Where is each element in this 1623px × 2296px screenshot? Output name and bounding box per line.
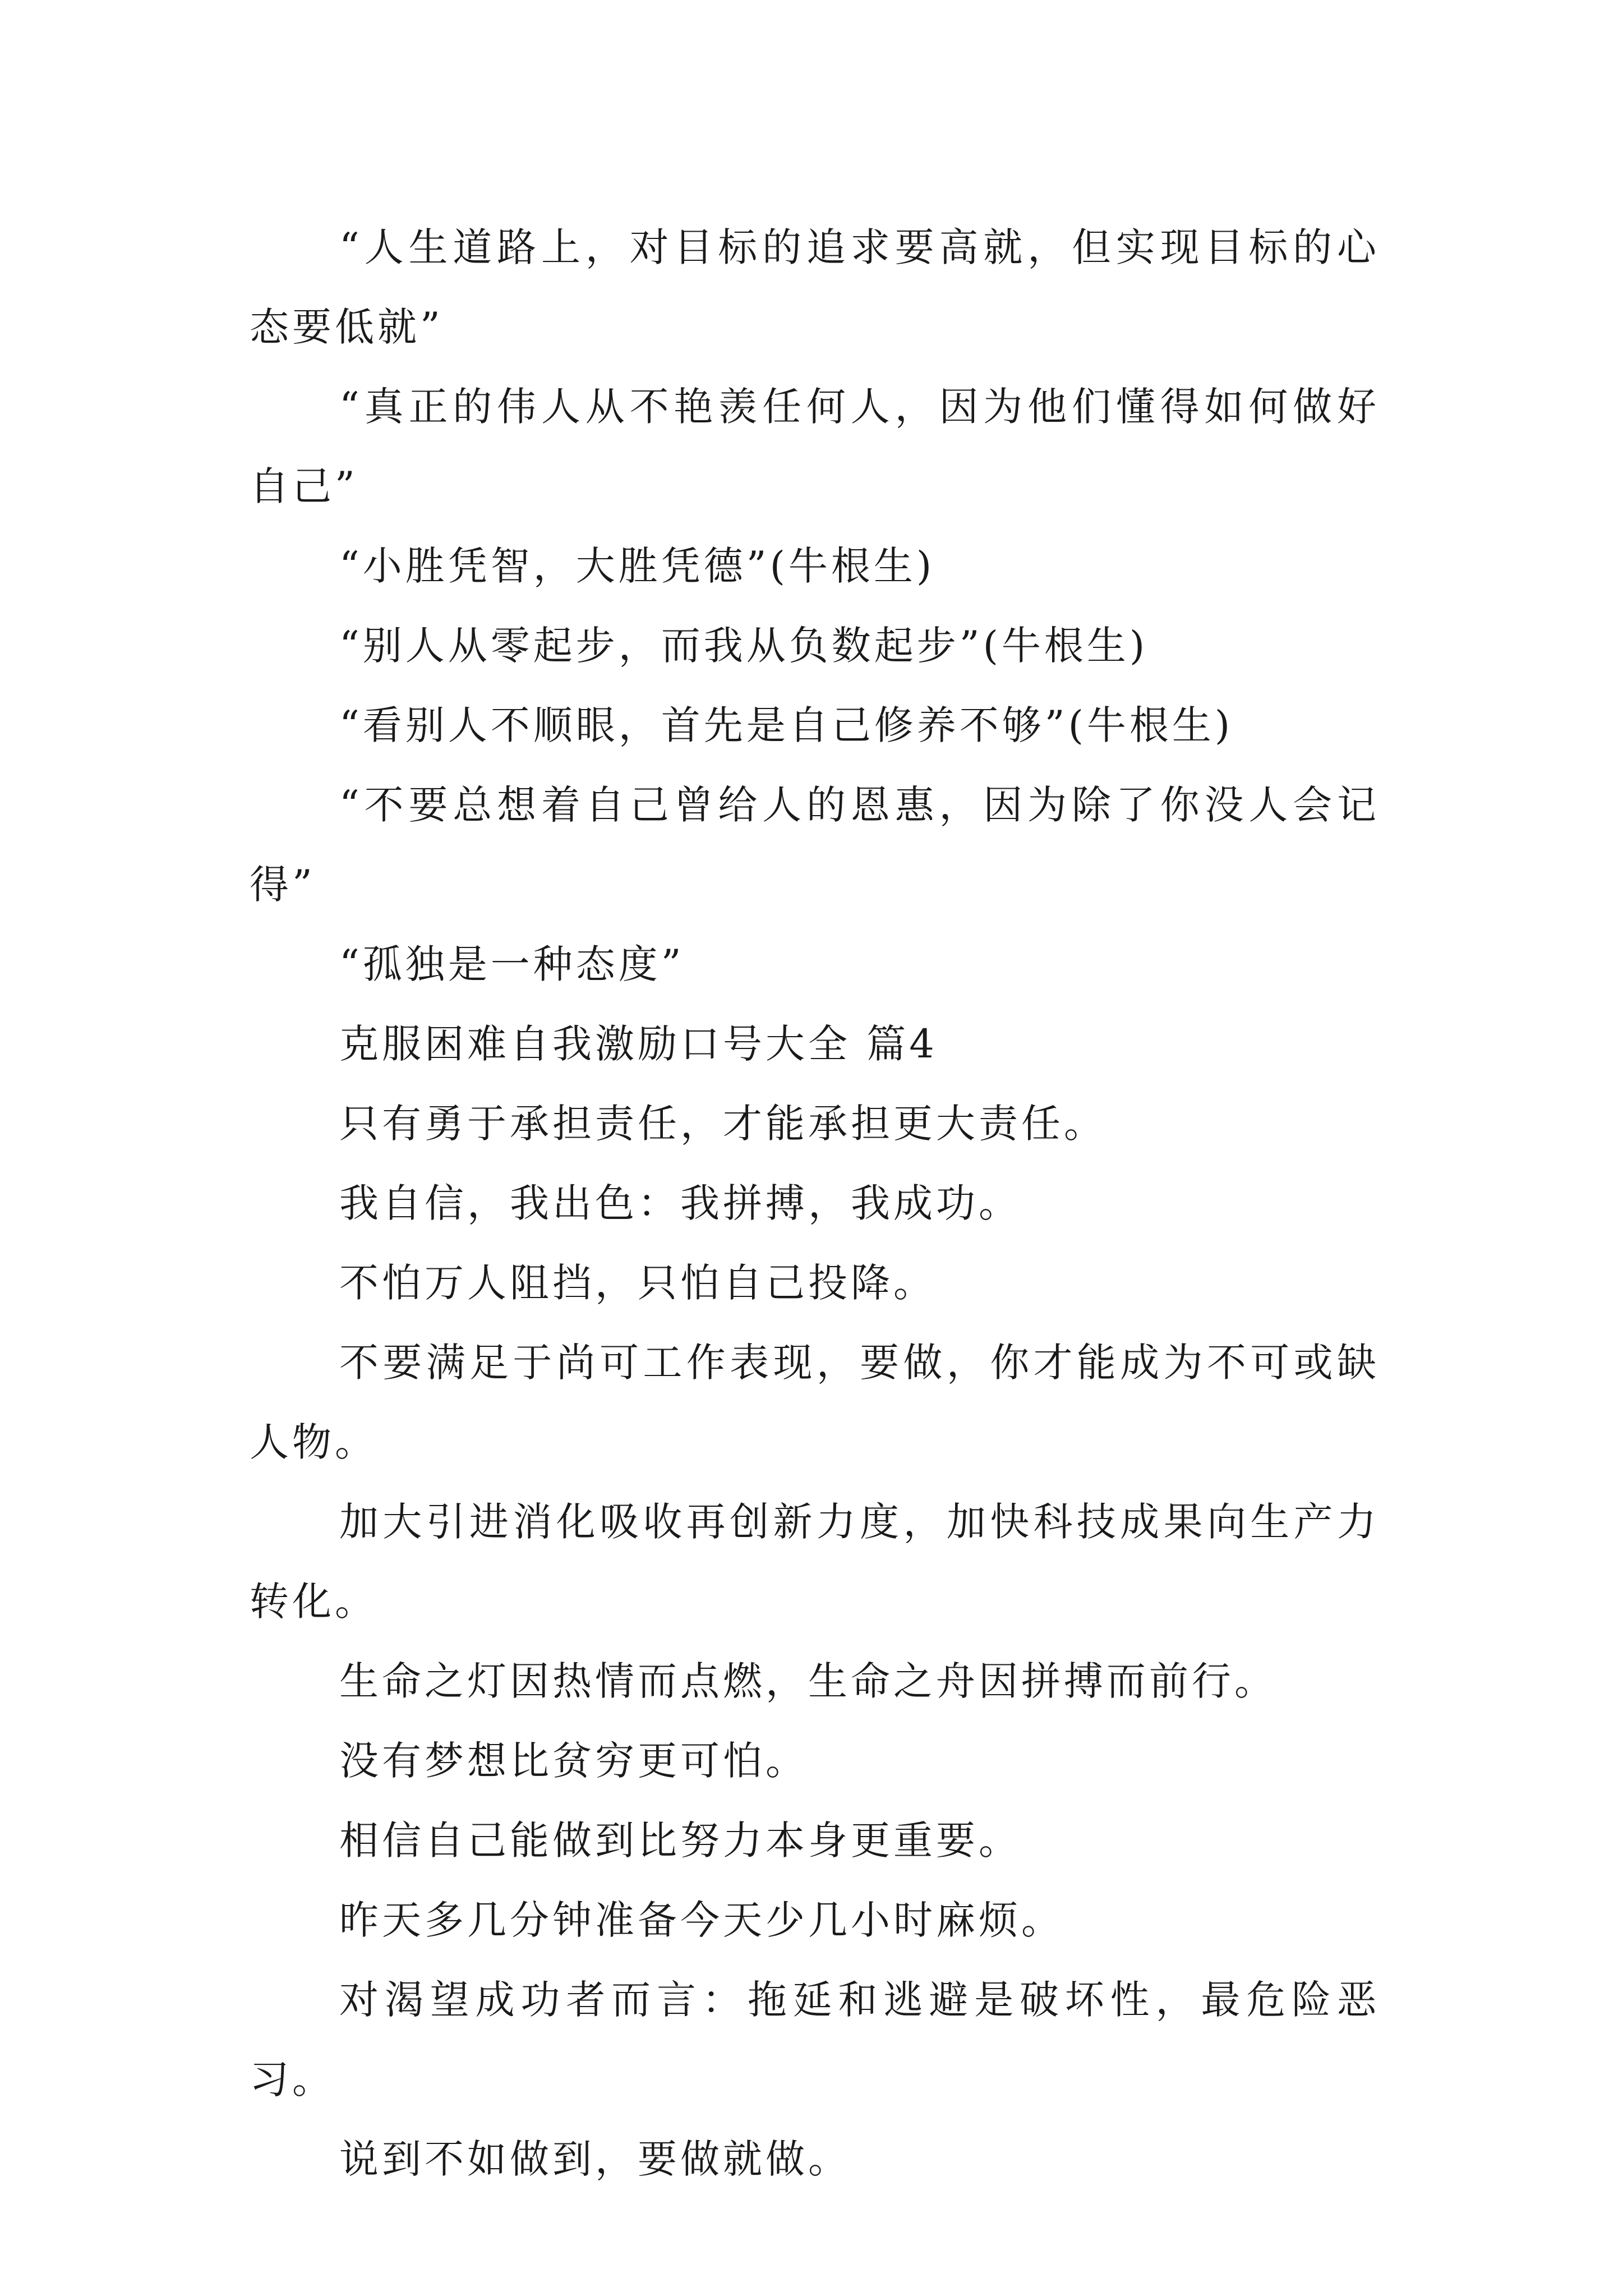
quote-paragraph: “真正的伟人从不艳羡任何人，因为他们懂得如何做好自己”: [250, 384, 1380, 509]
slogan-paragraph: 不要满足于尚可工作表现，要做，你才能成为不可或缺人物。: [250, 1340, 1380, 1465]
quote-paragraph: “人生道路上，对目标的追求要高就，但实现目标的心态要低就”: [250, 224, 1380, 350]
slogan-paragraph: 只有勇于承担责任，才能承担更大责任。: [339, 1101, 1106, 1147]
slogan-paragraph: 没有梦想比贫穷更可怕。: [339, 1738, 808, 1784]
quote-paragraph: “看别人不顺眼，首先是自己修养不够”(牛根生): [339, 702, 1234, 748]
slogan-paragraph: 说到不如做到，要做就做。: [339, 2136, 851, 2182]
section-heading: 克服困难自我激励口号大全 篇4: [339, 1021, 938, 1067]
slogan-paragraph: 生命之灯因热情而点燃，生命之舟因拼搏而前行。: [339, 1658, 1277, 1704]
slogan-paragraph: 相信自己能做到比努力本身更重要。: [339, 1818, 1021, 1864]
slogan-paragraph: 对渴望成功者而言：拖延和逃避是破坏性，最危险恶习。: [250, 1977, 1380, 2102]
quote-paragraph: “小胜凭智，大胜凭德”(牛根生): [339, 543, 935, 589]
slogan-paragraph: 不怕万人阻挡，只怕自己投降。: [339, 1260, 936, 1306]
slogan-paragraph: 昨天多几分钟准备今天少几小时麻烦。: [339, 1897, 1064, 1943]
quote-paragraph: “孤独是一种态度”: [339, 941, 685, 987]
quote-paragraph: “不要总想着自己曾给人的恩惠，因为除了你没人会记得”: [250, 782, 1380, 908]
quote-paragraph: “别人从零起步，而我从负数起步”(牛根生): [339, 623, 1149, 669]
slogan-paragraph: 加大引进消化吸收再创新力度，加快科技成果向生产力转化。: [250, 1499, 1380, 1625]
slogan-paragraph: 我自信，我出色：我拼搏，我成功。: [339, 1180, 1021, 1226]
document-body: [250, 208, 1380, 2199]
